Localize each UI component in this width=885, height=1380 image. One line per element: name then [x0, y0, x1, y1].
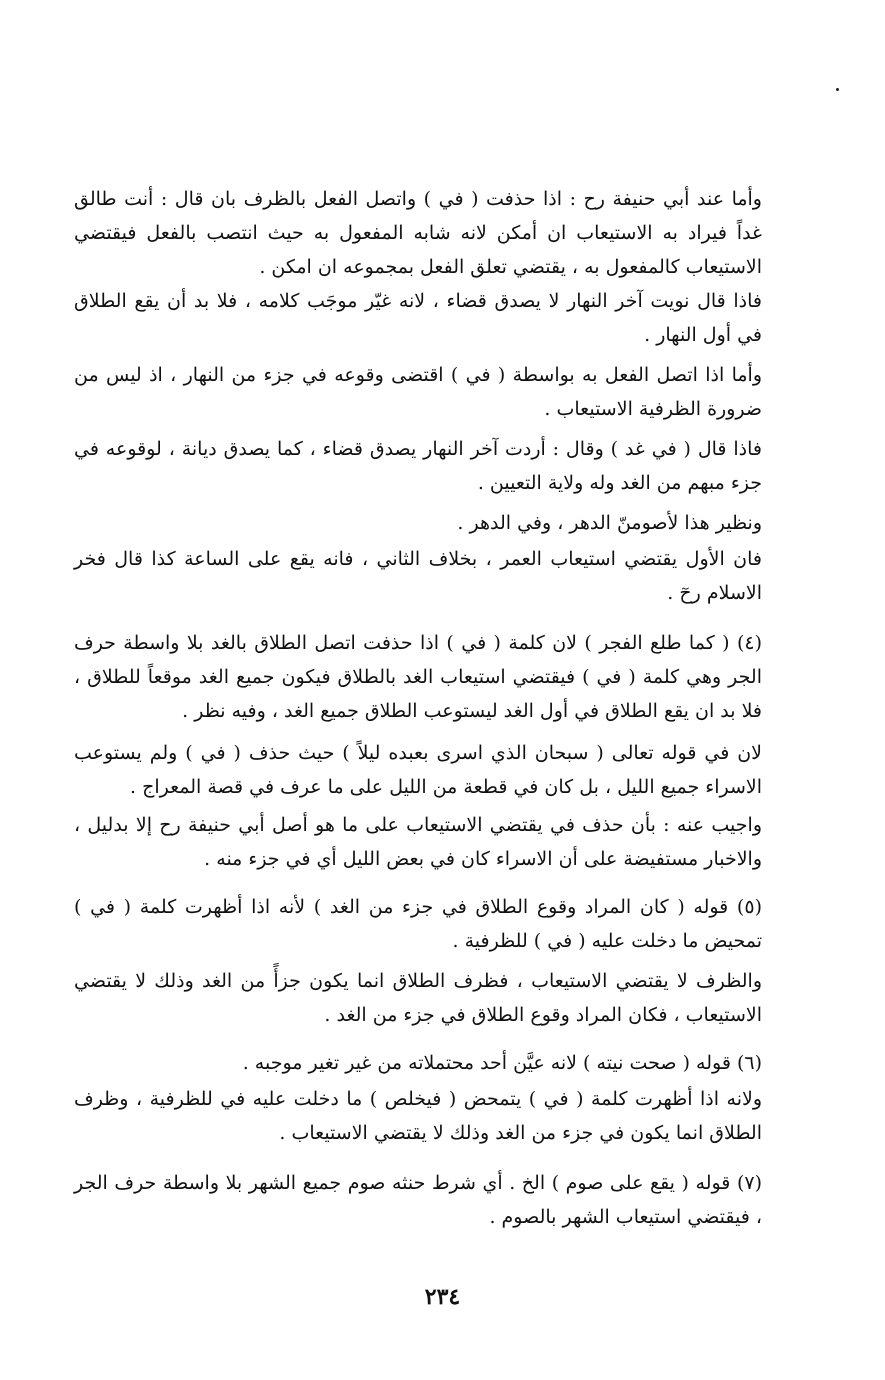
paragraph-text: (٧) قوله ( يقع على صوم ) الخ . أي شرط حنثه صوم جميع الشهر بلا واسطة حرف الجر ، فيقتضي استيعاب الشهر بالصوم .: [74, 1172, 762, 1228]
page-number: ٢٣٤: [424, 1284, 461, 1310]
paragraph-text: وأما اذا اتصل الفعل به بواسطة ( في ) اقتضى وقوعه في جزء من النهار ، اذ ليس من ضرورة الظرفية الاستيعاب .: [74, 364, 762, 420]
stray-mark: [836, 88, 839, 91]
paragraph-abu-hanifa-view: [74, 182, 762, 284]
paragraph-last-of-day: [74, 284, 762, 352]
paragraph-note-4: [74, 626, 762, 728]
paragraph-text: فاذا قال نويت آخر النهار لا يصدق قضاء ، لانه غيّر موجَب كلامه ، فلا بد أن يقع الطلاق في أول النهار .: [74, 290, 762, 346]
paragraph-text: وأما عند أبي حنيفة رح : اذا حذفت ( في ) واتصل الفعل بالظرف بان قال : أنت طالق غداً فيراد به الاستيعاب ان أمكن لانه شابه المفعول به حيث انتصب بالفعل فيقتضي الاستيعاب كالمفعول به ، يقتضي تعلق الفعل بمجموعه ان امكن .: [74, 188, 762, 278]
paragraph-with-fi: [74, 358, 762, 426]
paragraph-text: ونظير هذا لأصومنّ الدهر ، وفي الدهر .: [457, 512, 762, 534]
paragraph-analogy: [74, 506, 762, 540]
paragraph-note-5: [74, 890, 762, 958]
paragraph-text: فان الأول يقتضي استيعاب العمر ، بخلاف الثاني ، فانه يقع على الساعة كذا قال فخر الاسلام رحٓ .: [74, 548, 762, 604]
paragraph-text: واجيب عنه : بأن حذف في يقتضي الاستيعاب على ما هو أصل أبي حنيفة رح إلا بدليل ، والاخبار مستفيضة على أن الاسراء كان في بعض الليل أي في جزء منه .: [74, 814, 762, 870]
paragraph-reply: [74, 808, 762, 876]
paragraph-in-tomorrow: [74, 432, 762, 500]
paragraph-text: (٥) قوله ( كان المراد وقوع الطلاق في جزء من الغد ) لأنه اذا أظهرت كلمة ( في ) تمحيض ما دخلت عليه ( في ) للظرفية .: [74, 896, 762, 952]
paragraph-note-7: [74, 1166, 762, 1234]
paragraph-text: لان في قوله تعالى ( سبحان الذي اسرى بعبده ليلاً ) حيث حذف ( في ) ولم يستوعب الاسراء جميع الليل ، بل كان في قطعة من الليل على ما عرف في قصة المعراج .: [74, 742, 762, 798]
paragraph-text: (٤) ( كما طلع الفجر ) لان كلمة ( في ) اذا حذفت اتصل الطلاق بالغد بلا واسطة حرف الجر وهي كلمة ( في ) فيقتضي استيعاب الغد بالطلاق فيكون جميع الغد موقعاً للطلاق ، فلا بد ان يقع الطلاق في أول الغد ليستوعب الطلاق جميع الغد ، وفيه نظر .: [74, 632, 762, 722]
paragraph-explicit-fi: [74, 1082, 762, 1150]
paragraph-note-6: [74, 1046, 762, 1080]
paragraph-text: فاذا قال ( في غد ) وقال : أردت آخر النهار يصدق قضاء ، كما يصدق ديانة ، لوقوعه في جزء مبهم من الغد وله ولاية التعيين .: [74, 438, 762, 494]
paragraph-adverb: [74, 964, 762, 1032]
paragraph-isra: [74, 736, 762, 804]
paragraph-text: (٦) قوله ( صحت نيته ) لانه عيَّن أحد محتملاته من غير تغير موجبه .: [242, 1052, 762, 1074]
paragraph-first-second: [74, 542, 762, 610]
paragraph-text: والظرف لا يقتضي الاستيعاب ، فظرف الطلاق انما يكون جزأً من الغد وذلك لا يقتضي الاستيعاب ، فكان المراد وقوع الطلاق في جزء من الغد .: [74, 970, 762, 1026]
paragraph-text: ولانه اذا أظهرت كلمة ( في ) يتمحض ( فيخلص ) ما دخلت عليه في للظرفية ، وظرف الطلاق انما يكون في جزء من الغد وذلك لا يقتضي الاستيعاب .: [74, 1088, 762, 1144]
